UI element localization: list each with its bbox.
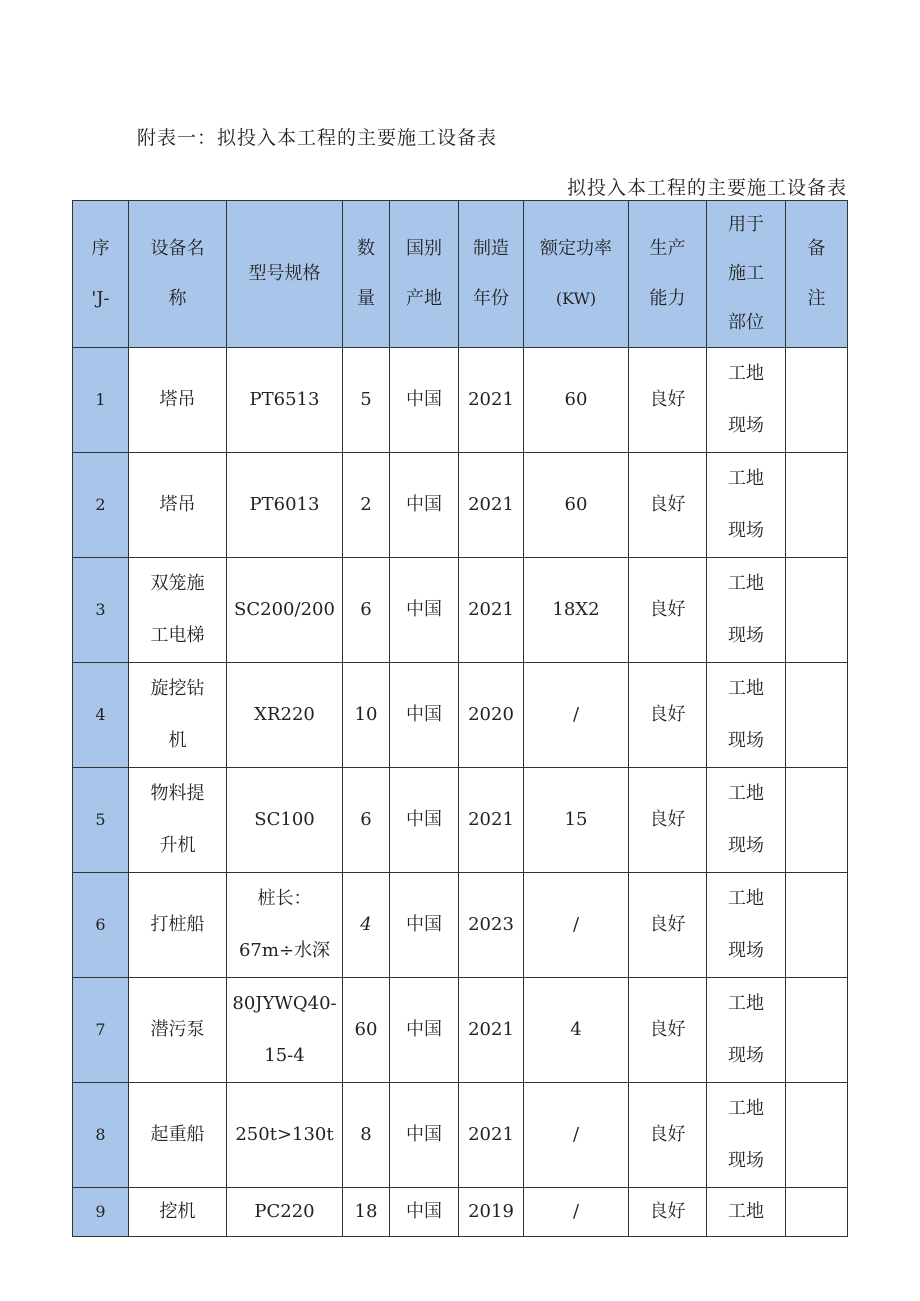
header-line: (KW) [555, 289, 597, 308]
cell-line: 双笼施 [150, 573, 205, 594]
cell-line: 工地 [728, 1098, 764, 1119]
cell-line: 塔吊 [159, 389, 196, 410]
cell-name [129, 873, 227, 978]
table-row [73, 873, 848, 978]
cell-origin: 中国 [390, 558, 459, 663]
cell-seq: 5 [73, 768, 129, 873]
cell-line: 桩长： [257, 888, 312, 909]
cell-name [129, 663, 227, 768]
cell-origin: 中国 [390, 1083, 459, 1188]
cell-location [707, 453, 786, 558]
cell-name [129, 1083, 227, 1188]
cell-seq: 8 [73, 1083, 129, 1188]
table-row [73, 348, 848, 453]
header-line: 设备名 [150, 238, 205, 259]
cell-note [786, 453, 848, 558]
table-caption: 拟投入本工程的主要施工设备表 [566, 177, 847, 199]
header-line: 国别 [406, 238, 442, 259]
cell-location [707, 978, 786, 1083]
header-seq [73, 201, 129, 348]
cell-line: 潜污泵 [150, 1019, 205, 1040]
table-row [73, 1188, 848, 1237]
cell-line: 工地 [728, 1201, 764, 1222]
table-row [73, 558, 848, 663]
cell-qty: 4 [343, 873, 390, 978]
cell-origin: 中国 [390, 768, 459, 873]
header-year [459, 201, 524, 348]
cell-line: 物料提 [150, 783, 205, 804]
header-line: 型号规格 [248, 263, 321, 284]
cell-line: 现场 [728, 520, 764, 541]
header-location [707, 201, 786, 348]
cell-name [129, 978, 227, 1083]
cell-origin: 中国 [390, 348, 459, 453]
cell-note [786, 663, 848, 768]
cell-name [129, 1188, 227, 1237]
cell-note [786, 1083, 848, 1188]
header-note [786, 201, 848, 348]
cell-name [129, 558, 227, 663]
cell-note [786, 978, 848, 1083]
cell-line: 工地 [728, 993, 764, 1014]
cell-year: 2021 [459, 453, 524, 558]
cell-note [786, 1188, 848, 1237]
cell-power: / [524, 1188, 629, 1237]
cell-seq: 4 [73, 663, 129, 768]
cell-line: SC100 [254, 809, 315, 830]
cell-seq: 7 [73, 978, 129, 1083]
cell-line: 工地 [728, 888, 764, 909]
cell-line: 机 [168, 730, 187, 751]
cell-qty: 5 [343, 348, 390, 453]
cell-power: 4 [524, 978, 629, 1083]
cell-line: 工地 [728, 468, 764, 489]
cell-line: XR220 [254, 704, 315, 725]
cell-year: 2021 [459, 1083, 524, 1188]
cell-qty: 6 [343, 768, 390, 873]
cell-model [227, 768, 343, 873]
cell-model [227, 978, 343, 1083]
table-row [73, 453, 848, 558]
cell-capacity: 良好 [629, 1188, 707, 1237]
header-line: 数 [357, 238, 375, 259]
cell-capacity: 良好 [629, 1083, 707, 1188]
cell-location [707, 663, 786, 768]
cell-year: 2019 [459, 1188, 524, 1237]
cell-model [227, 1083, 343, 1188]
cell-power: 60 [524, 453, 629, 558]
cell-note [786, 558, 848, 663]
cell-line: PT6513 [249, 389, 320, 410]
cell-line: 挖机 [159, 1201, 196, 1222]
cell-origin: 中国 [390, 873, 459, 978]
header-line: 年份 [473, 288, 509, 309]
cell-line: 现场 [728, 625, 764, 646]
cell-qty: 10 [343, 663, 390, 768]
cell-year: 2021 [459, 978, 524, 1083]
cell-line: 现场 [728, 1150, 764, 1171]
cell-line: 工地 [728, 783, 764, 804]
table-header-row [73, 201, 848, 348]
cell-line: PC220 [254, 1201, 315, 1222]
cell-capacity: 良好 [629, 978, 707, 1083]
cell-qty: 6 [343, 558, 390, 663]
cell-line: 80JYWQ40- [232, 993, 337, 1014]
cell-model [227, 663, 343, 768]
cell-line: 现场 [728, 835, 764, 856]
cell-line: 现场 [728, 415, 764, 436]
table-row [73, 1083, 848, 1188]
cell-note [786, 768, 848, 873]
cell-capacity: 良好 [629, 348, 707, 453]
cell-year: 2020 [459, 663, 524, 768]
cell-power: / [524, 663, 629, 768]
table-row [73, 663, 848, 768]
header-line: 额定功率 [540, 238, 612, 259]
cell-model [227, 558, 343, 663]
cell-capacity: 良好 [629, 453, 707, 558]
header-line: 能力 [649, 288, 686, 309]
header-line: 生产 [649, 238, 686, 259]
cell-name [129, 453, 227, 558]
cell-year: 2021 [459, 558, 524, 663]
cell-seq: 1 [73, 348, 129, 453]
cell-note [786, 348, 848, 453]
cell-capacity: 良好 [629, 873, 707, 978]
cell-line: 15-4 [264, 1045, 305, 1066]
cell-seq: 9 [73, 1188, 129, 1237]
cell-line: 旋挖钻 [150, 678, 205, 699]
cell-line: 工地 [728, 573, 764, 594]
cell-power: 15 [524, 768, 629, 873]
cell-line: 工地 [728, 678, 764, 699]
cell-capacity: 良好 [629, 768, 707, 873]
header-line: 序 [91, 238, 110, 259]
cell-line: 67m÷水深 [238, 940, 331, 961]
cell-line: 塔吊 [159, 494, 196, 515]
cell-line: PT6013 [249, 494, 320, 515]
cell-model [227, 1188, 343, 1237]
cell-year: 2023 [459, 873, 524, 978]
cell-line: 打桩船 [150, 914, 205, 935]
header-line: 'J- [91, 288, 110, 309]
cell-qty: 18 [343, 1188, 390, 1237]
cell-power: / [524, 873, 629, 978]
header-origin [390, 201, 459, 348]
cell-origin: 中国 [390, 1188, 459, 1237]
header-line: 注 [807, 288, 826, 309]
cell-origin: 中国 [390, 978, 459, 1083]
cell-line: 现场 [728, 1045, 764, 1066]
table-row [73, 978, 848, 1083]
cell-power: 18X2 [524, 558, 629, 663]
cell-line: 工地 [728, 363, 764, 384]
cell-line: 起重船 [150, 1124, 205, 1145]
cell-model [227, 453, 343, 558]
cell-power: / [524, 1083, 629, 1188]
cell-qty: 8 [343, 1083, 390, 1188]
header-line: 产地 [406, 288, 442, 309]
header-line: 用于 [728, 214, 764, 235]
cell-line: 250t>130t [235, 1124, 334, 1145]
cell-year: 2021 [459, 768, 524, 873]
header-line: 制造 [473, 238, 509, 259]
header-line: 量 [357, 288, 375, 309]
cell-line: 升机 [159, 835, 196, 856]
cell-seq: 3 [73, 558, 129, 663]
cell-name [129, 348, 227, 453]
table-row [73, 768, 848, 873]
cell-origin: 中国 [390, 453, 459, 558]
header-capacity [629, 201, 707, 348]
cell-location [707, 348, 786, 453]
header-model [227, 201, 343, 348]
cell-location [707, 1083, 786, 1188]
cell-qty: 2 [343, 453, 390, 558]
cell-power: 60 [524, 348, 629, 453]
cell-origin: 中国 [390, 663, 459, 768]
cell-line: 工电梯 [150, 625, 205, 646]
cell-line: 现场 [728, 940, 764, 961]
cell-year: 2021 [459, 348, 524, 453]
cell-location [707, 768, 786, 873]
header-line: 称 [168, 288, 187, 309]
page-heading: 附表一：拟投入本工程的主要施工设备表 [137, 127, 498, 149]
cell-model [227, 873, 343, 978]
cell-model [227, 348, 343, 453]
cell-seq: 2 [73, 453, 129, 558]
cell-line: 现场 [728, 730, 764, 751]
cell-line: SC200/200 [234, 599, 335, 620]
header-line: 部位 [728, 312, 764, 333]
header-line: 备 [807, 238, 826, 259]
cell-note [786, 873, 848, 978]
cell-location [707, 1188, 786, 1237]
cell-capacity: 良好 [629, 558, 707, 663]
cell-location [707, 558, 786, 663]
cell-location [707, 873, 786, 978]
cell-name [129, 768, 227, 873]
cell-capacity: 良好 [629, 663, 707, 768]
cell-qty: 60 [343, 978, 390, 1083]
header-line: 施工 [728, 263, 764, 284]
header-qty [343, 201, 390, 348]
equipment-table [72, 200, 848, 1237]
header-name [129, 201, 227, 348]
header-power [524, 201, 629, 348]
cell-seq: 6 [73, 873, 129, 978]
